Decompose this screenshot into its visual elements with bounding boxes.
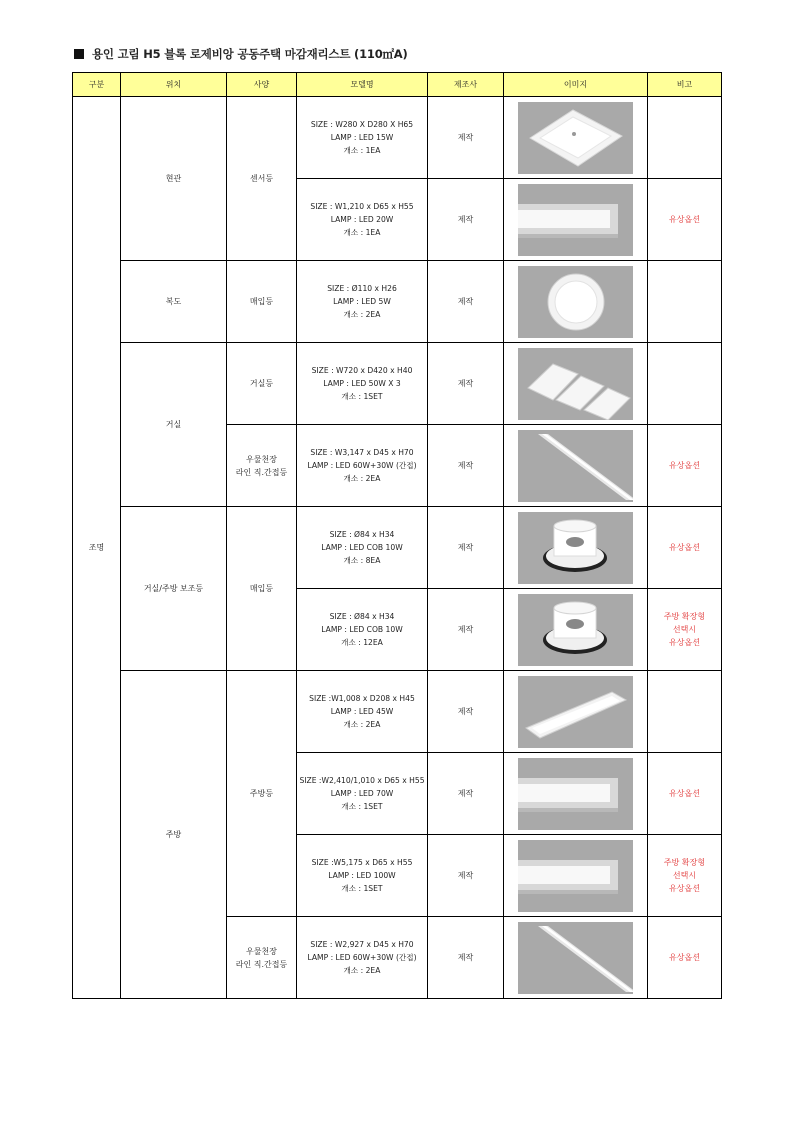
location-cell: 거실 [121, 343, 227, 507]
table-row [73, 261, 722, 343]
header-location: 위치 [121, 73, 227, 97]
model-cell: SIZE :W1,008 x D208 x H45 LAMP : LED 45W 개소 : 2EA [297, 671, 428, 753]
square-panel-icon [518, 102, 633, 174]
note-cell [648, 671, 722, 753]
product-image [518, 840, 633, 912]
category-cell: 조명 [73, 97, 121, 999]
model-cell: SIZE : W2,927 x D45 x H70 LAMP : LED 60W+30W (간접) 개소 : 2EA [297, 917, 428, 999]
product-image [518, 184, 633, 256]
manufacturer-cell: 제작 [428, 671, 504, 753]
note-cell: 유상옵션 [648, 507, 722, 589]
header-note: 비고 [648, 73, 722, 97]
spec-cell: 우물천장 라인 직.간접등 [227, 917, 297, 999]
manufacturer-cell: 제작 [428, 97, 504, 179]
page-title [74, 46, 408, 62]
table-header-row [73, 73, 722, 97]
header-manufacturer: 제조사 [428, 73, 504, 97]
spec-cell: 센서등 [227, 97, 297, 261]
spec-cell: 거실등 [227, 343, 297, 425]
model-cell: SIZE : W280 X D280 X H65 LAMP : LED 15W 개소 : 1EA [297, 97, 428, 179]
header-image: 이미지 [504, 73, 648, 97]
manufacturer-cell: 제작 [428, 835, 504, 917]
title-text: 용인 고림 H5 블록 로제비앙 공동주택 마감재리스트 (110㎡A) [92, 47, 408, 61]
header-category: 구분 [73, 73, 121, 97]
diagonal-line-light-icon [518, 430, 633, 502]
model-cell: SIZE :W2,410/1,010 x D65 x H55 LAMP : LED 70W 개소 : 1SET [297, 753, 428, 835]
spec-cell: 매입등 [227, 261, 297, 343]
location-cell: 거실/주방 보조등 [121, 507, 227, 671]
note-cell: 유상옵션 [648, 425, 722, 507]
model-cell: SIZE : W720 x D420 x H40 LAMP : LED 50W X 3 개소 : 1SET [297, 343, 428, 425]
product-image [518, 758, 633, 830]
cob-downlight-icon [518, 594, 633, 666]
note-cell: 유상옵션 [648, 753, 722, 835]
table-row [73, 343, 722, 425]
linear-panel-icon [518, 840, 633, 912]
cob-downlight-icon [518, 512, 633, 584]
image-cell [504, 671, 648, 753]
location-cell: 주방 [121, 671, 227, 999]
image-cell [504, 179, 648, 261]
model-cell: SIZE : Ø110 x H26 LAMP : LED 5W 개소 : 2EA [297, 261, 428, 343]
image-cell [504, 507, 648, 589]
header-model: 모델명 [297, 73, 428, 97]
rect-panel-icon [518, 676, 633, 748]
image-cell [504, 97, 648, 179]
image-cell [504, 425, 648, 507]
spec-cell: 매입등 [227, 507, 297, 671]
image-cell [504, 753, 648, 835]
note-cell [648, 261, 722, 343]
note-cell: 유상옵션 [648, 179, 722, 261]
product-image [518, 430, 633, 502]
image-cell [504, 835, 648, 917]
model-cell: SIZE : W3,147 x D45 x H70 LAMP : LED 60W+30W (간접) 개소 : 2EA [297, 425, 428, 507]
model-cell: SIZE : Ø84 x H34 LAMP : LED COB 10W 개소 : 12EA [297, 589, 428, 671]
product-image [518, 348, 633, 420]
manufacturer-cell: 제작 [428, 261, 504, 343]
location-cell: 현관 [121, 97, 227, 261]
image-cell [504, 917, 648, 999]
manufacturer-cell: 제작 [428, 753, 504, 835]
image-cell [504, 343, 648, 425]
location-cell: 복도 [121, 261, 227, 343]
image-cell [504, 589, 648, 671]
triple-panel-icon [518, 348, 633, 420]
spec-cell: 주방등 [227, 671, 297, 917]
image-cell [504, 261, 648, 343]
linear-panel-icon [518, 758, 633, 830]
square-bullet-icon [74, 49, 84, 59]
spec-cell: 우물천장 라인 직.간접등 [227, 425, 297, 507]
product-image [518, 676, 633, 748]
table-row [73, 671, 722, 753]
product-image [518, 922, 633, 994]
note-cell [648, 343, 722, 425]
table-row [73, 97, 722, 179]
note-cell [648, 97, 722, 179]
header-spec: 사양 [227, 73, 297, 97]
note-cell: 주방 확장형 선택시 유상옵션 [648, 589, 722, 671]
manufacturer-cell: 제작 [428, 917, 504, 999]
note-cell: 유상옵션 [648, 917, 722, 999]
product-image [518, 594, 633, 666]
manufacturer-cell: 제작 [428, 179, 504, 261]
finish-material-table [72, 72, 722, 999]
model-cell: SIZE : Ø84 x H34 LAMP : LED COB 10W 개소 : 8EA [297, 507, 428, 589]
model-cell: SIZE :W5,175 x D65 x H55 LAMP : LED 100W 개소 : 1SET [297, 835, 428, 917]
note-cell: 주방 확장형 선택시 유상옵션 [648, 835, 722, 917]
manufacturer-cell: 제작 [428, 507, 504, 589]
linear-panel-icon [518, 184, 633, 256]
table-row [73, 507, 722, 589]
manufacturer-cell: 제작 [428, 343, 504, 425]
product-image [518, 102, 633, 174]
model-cell: SIZE : W1,210 x D65 x H55 LAMP : LED 20W 개소 : 1EA [297, 179, 428, 261]
manufacturer-cell: 제작 [428, 589, 504, 671]
manufacturer-cell: 제작 [428, 425, 504, 507]
product-image [518, 266, 633, 338]
product-image [518, 512, 633, 584]
round-downlight-icon [518, 266, 633, 338]
diagonal-line-light-icon [518, 922, 633, 994]
